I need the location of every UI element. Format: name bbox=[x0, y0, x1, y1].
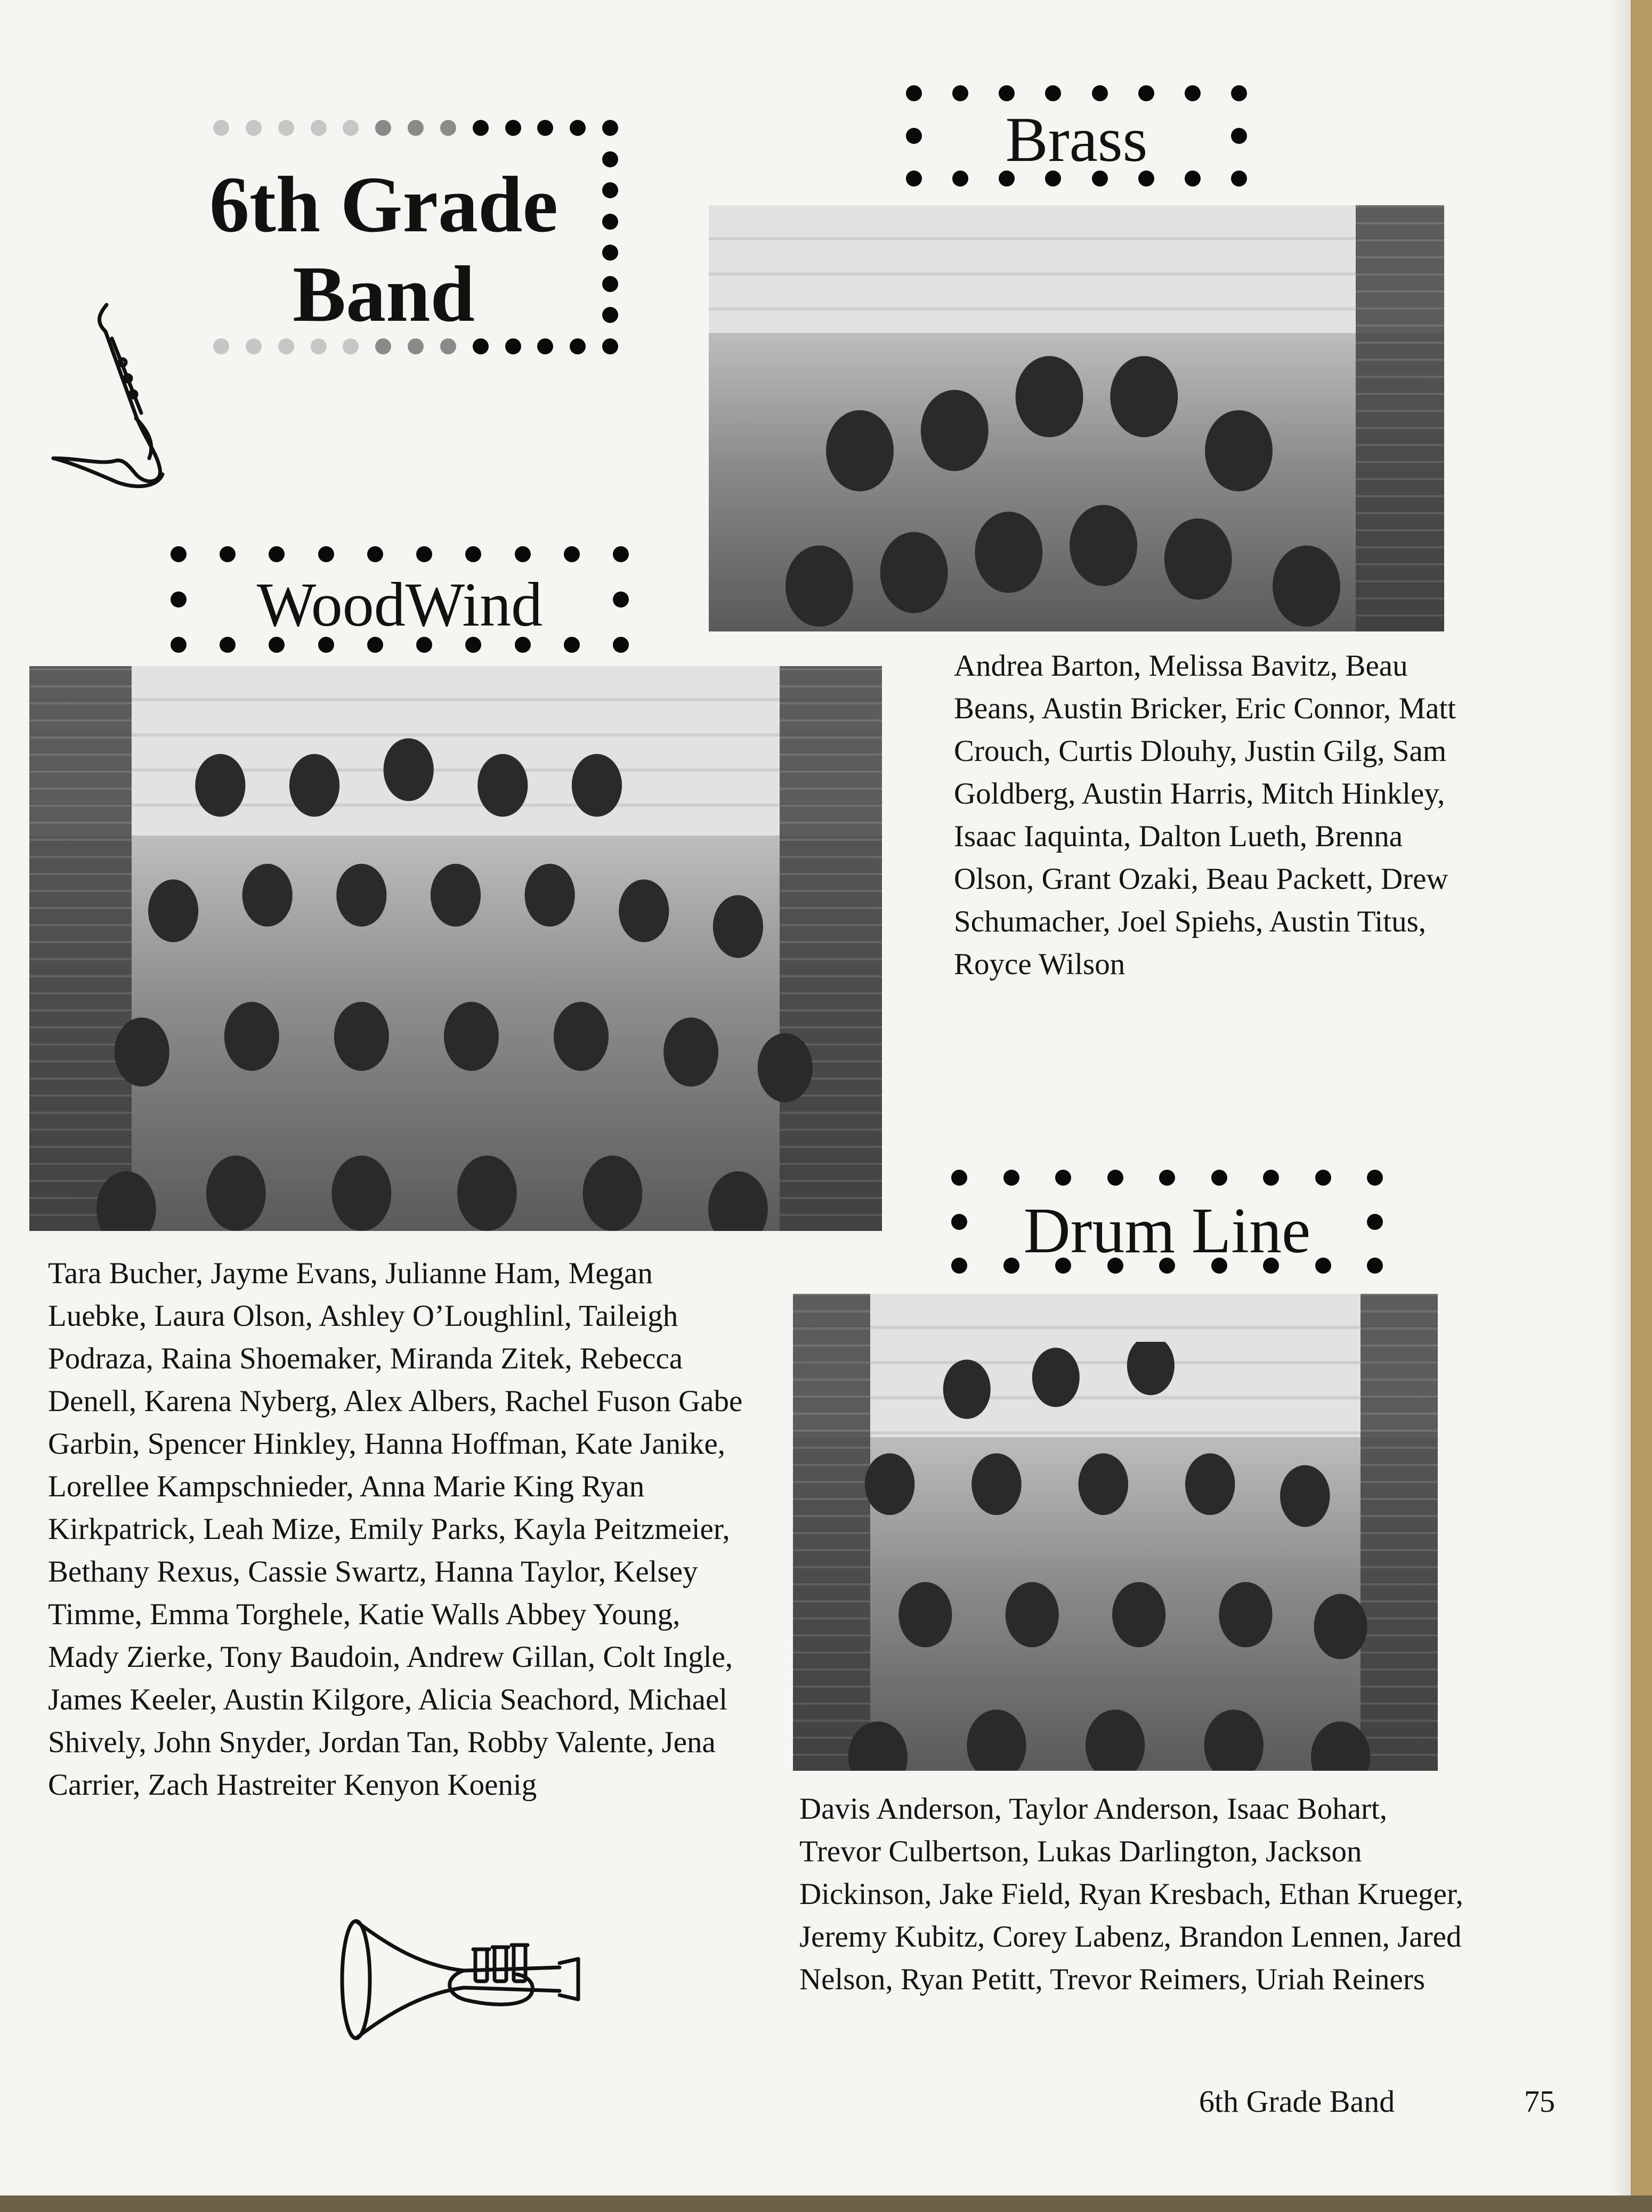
frame-dot bbox=[408, 120, 424, 136]
frame-dot bbox=[906, 128, 922, 144]
frame-dot bbox=[1367, 1170, 1383, 1186]
frame-dot bbox=[906, 85, 922, 101]
frame-dot bbox=[537, 338, 553, 354]
woodwind-members-list: Tara Bucher, Jayme Evans, Julianne Ham, Megan Luebke, Laura Olson, Ashley O’Loughlinl, Taileigh Podraza, Raina Shoemaker, Miranda Zitek, Rebecca Denell, Karena Nyberg, Alex Albers, Rachel Fuson Gabe Garbin, Spencer Hinkley, Hanna Hoffman, Kate Janike, Lorellee Kampschnieder, Anna Marie King Ryan Kirkpatrick, Leah Mize, Emily Parks, Kayla Peitzmeier, Bethany Rexus, Cassie Swartz, Hanna Taylor, Kelsey Timme, Emma Torghele, Katie Walls Abbey Young, Mady Zierke, Tony Baudoin, Andrew Gillan, Colt Ingle, James Keeler, Austin Kilgore, Alicia Seachord, Michael Shively, John Snyder, Jordan Tan, Robby Valente, Jena Carrier, Zach Hastreiter Kenyon Koenig bbox=[48, 1257, 743, 1802]
frame-dot bbox=[213, 120, 229, 136]
frame-dot bbox=[269, 546, 285, 562]
frame-dot bbox=[220, 546, 236, 562]
page-number: 75 bbox=[1524, 2084, 1555, 2119]
frame-dot bbox=[602, 276, 618, 292]
frame-dot bbox=[1315, 1170, 1331, 1186]
woodwind-group-photo bbox=[29, 666, 882, 1231]
page-title: 6th Grade Band bbox=[209, 160, 558, 338]
frame-dot bbox=[367, 546, 383, 562]
frame-dot bbox=[570, 338, 586, 354]
brass-group-photo bbox=[709, 205, 1444, 631]
frame-dot bbox=[613, 637, 629, 653]
trumpet-icon bbox=[336, 1908, 586, 2052]
frame-dot bbox=[1211, 1170, 1227, 1186]
frame-dot bbox=[278, 120, 294, 136]
frame-dot bbox=[343, 338, 359, 354]
frame-dot bbox=[1367, 1258, 1383, 1274]
frame-dot bbox=[515, 546, 531, 562]
frame-dot bbox=[602, 182, 618, 198]
frame-dot bbox=[602, 120, 618, 136]
brass-students-illustration bbox=[738, 248, 1415, 631]
frame-dot bbox=[440, 338, 456, 354]
frame-dot bbox=[1231, 85, 1247, 101]
frame-dot bbox=[1055, 1170, 1071, 1186]
frame-dot bbox=[1231, 171, 1247, 187]
frame-dot bbox=[564, 546, 580, 562]
frame-dot bbox=[1231, 128, 1247, 144]
frame-dot bbox=[952, 85, 968, 101]
frame-dot bbox=[505, 338, 521, 354]
drumline-group-photo bbox=[793, 1294, 1438, 1771]
frame-dot bbox=[602, 338, 618, 354]
frame-dot bbox=[951, 1214, 967, 1230]
frame-dot bbox=[537, 120, 553, 136]
frame-dot bbox=[213, 338, 229, 354]
frame-dot bbox=[1107, 1170, 1123, 1186]
frame-dot bbox=[375, 120, 391, 136]
frame-dot bbox=[343, 120, 359, 136]
brass-members-list: Andrea Barton, Melissa Bavitz, Beau Beans, Austin Bricker, Eric Connor, Matt Crouch, Curtis Dlouhy, Justin Gilg, Sam Goldberg, Austin Harris, Mitch Hinkley, Isaac Iaquinta, Dalton Lueth, Brenna Olson, Grant Ozaki, Beau Packett, Drew Schumacher, Joel Spiehs, Austin Titus, Royce Wilson bbox=[954, 649, 1456, 981]
frame-dot bbox=[602, 214, 618, 230]
drumline-members-list: Davis Anderson, Taylor Anderson, Isaac Bohart, Trevor Culbertson, Lukas Darlington, Jackson Dickinson, Jake Field, Ryan Kresbach, Ethan Krueger, Jeremy Kubitz, Corey Labenz, Brandon Lennen, Jared Nelson, Ryan Petitt, Trevor Reimers, Uriah Reiners bbox=[799, 1792, 1463, 1996]
frame-dot bbox=[408, 338, 424, 354]
frame-dot bbox=[416, 546, 432, 562]
saxophone-icon bbox=[43, 298, 176, 490]
frame-dot bbox=[171, 592, 187, 607]
frame-dot bbox=[1263, 1170, 1279, 1186]
frame-dot bbox=[311, 120, 327, 136]
frame-dot bbox=[602, 245, 618, 261]
footer-section-label: 6th Grade Band bbox=[1199, 2084, 1395, 2119]
frame-dot bbox=[505, 120, 521, 136]
frame-dot bbox=[311, 338, 327, 354]
frame-dot bbox=[951, 1170, 967, 1186]
frame-dot bbox=[999, 85, 1015, 101]
frame-dot bbox=[1003, 1170, 1019, 1186]
woodwind-students-illustration bbox=[63, 723, 848, 1231]
frame-dot bbox=[473, 338, 489, 354]
frame-dot bbox=[440, 120, 456, 136]
frame-dot bbox=[570, 120, 586, 136]
frame-dot bbox=[246, 338, 262, 354]
frame-dot bbox=[613, 546, 629, 562]
frame-dot bbox=[1138, 85, 1154, 101]
frame-dot bbox=[1185, 85, 1201, 101]
frame-dot bbox=[602, 307, 618, 323]
frame-dot bbox=[613, 592, 629, 607]
frame-dot bbox=[246, 120, 262, 136]
frame-dot bbox=[278, 338, 294, 354]
frame-dot bbox=[473, 120, 489, 136]
frame-dot bbox=[1092, 85, 1108, 101]
frame-dot bbox=[375, 338, 391, 354]
book-binding bbox=[1631, 0, 1652, 2212]
brass-heading: Brass bbox=[1005, 104, 1148, 175]
frame-dot bbox=[602, 151, 618, 167]
frame-dot bbox=[1367, 1214, 1383, 1230]
page-bottom-edge bbox=[0, 2195, 1652, 2212]
page-edge-shadow bbox=[1609, 0, 1631, 2212]
frame-dot bbox=[318, 546, 334, 562]
frame-dot bbox=[465, 546, 481, 562]
frame-dot bbox=[1159, 1170, 1175, 1186]
frame-dot bbox=[951, 1258, 967, 1274]
frame-dot bbox=[171, 546, 187, 562]
drumline-students-illustration bbox=[819, 1342, 1412, 1771]
drumline-heading: Drum Line bbox=[1023, 1195, 1311, 1267]
woodwind-heading: WoodWind bbox=[256, 570, 543, 639]
frame-dot bbox=[906, 171, 922, 187]
frame-dot bbox=[171, 637, 187, 653]
frame-dot bbox=[1045, 85, 1061, 101]
